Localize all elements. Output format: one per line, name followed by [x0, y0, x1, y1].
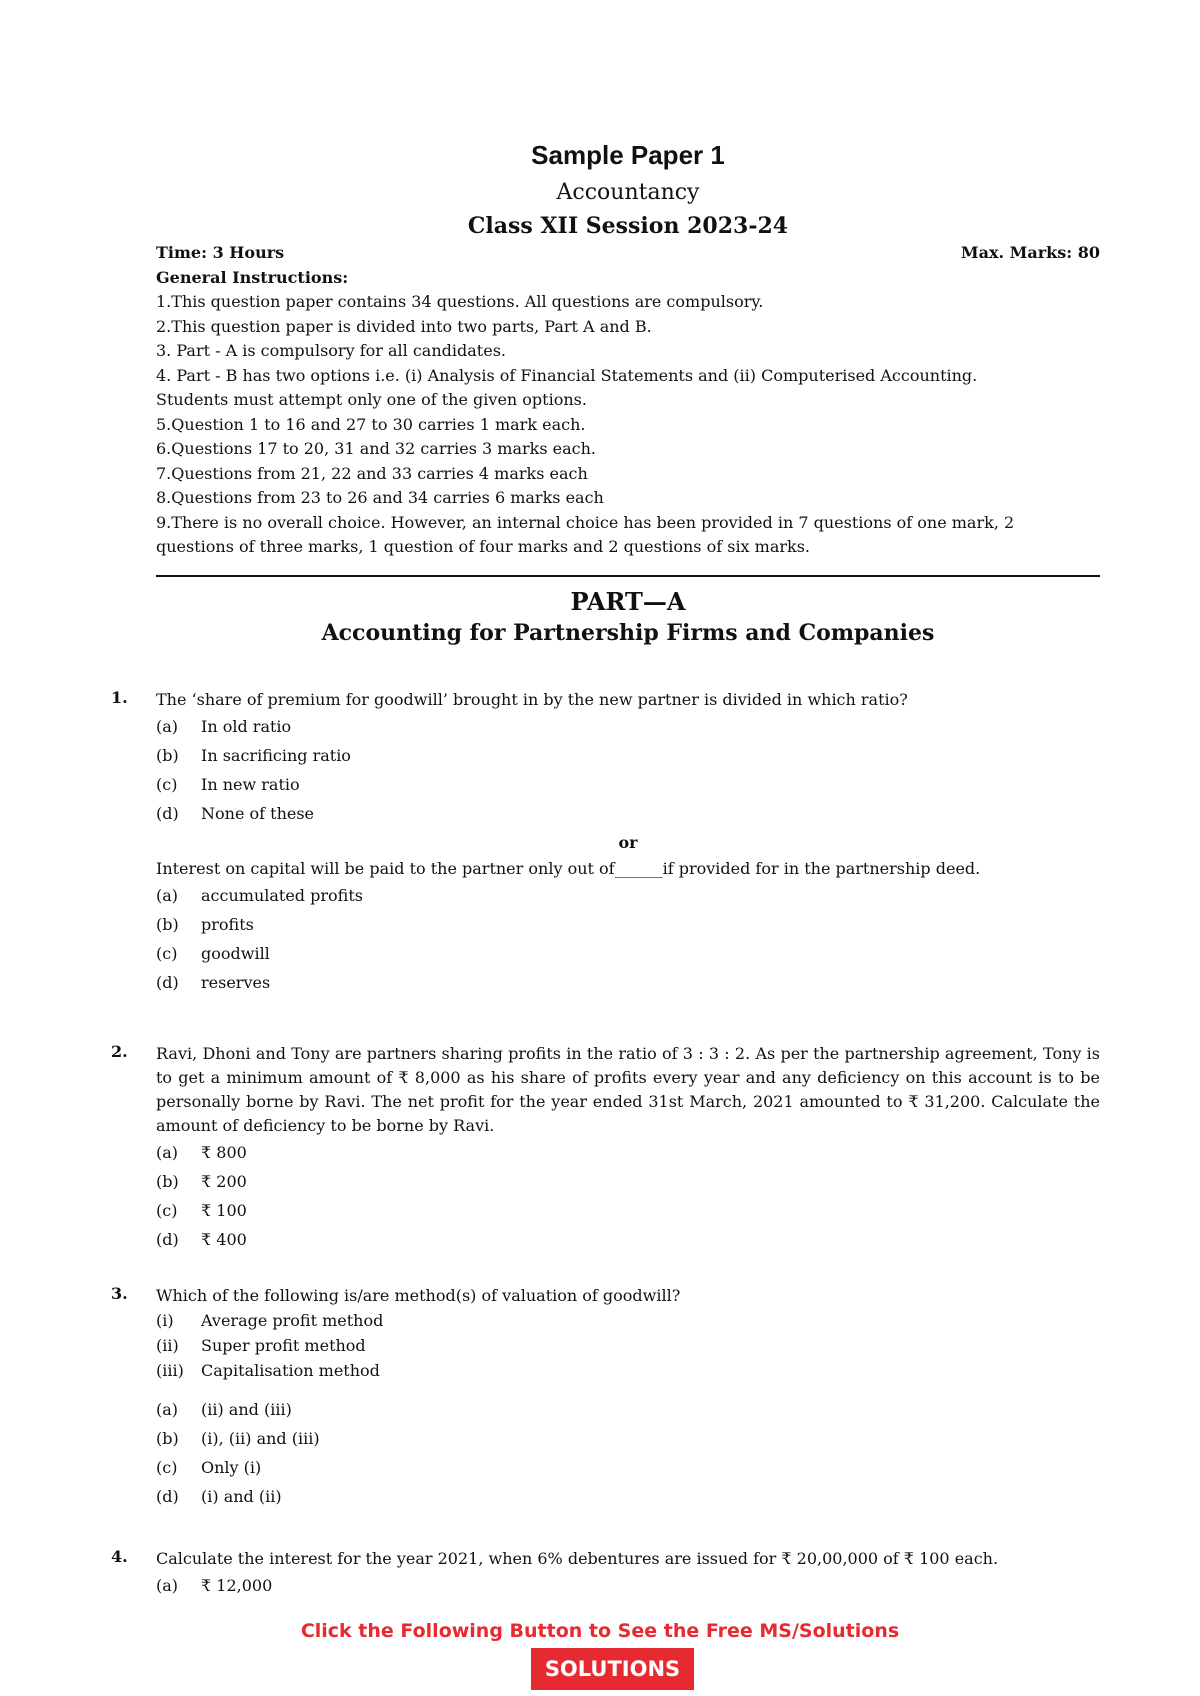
- option-text: goodwill: [201, 944, 270, 963]
- item-i: [156, 1308, 1100, 1333]
- question-number: 2.: [111, 1042, 128, 1061]
- option-label: (b): [156, 915, 179, 934]
- option-label: (a): [156, 1576, 179, 1595]
- option-label: (b): [156, 1429, 179, 1448]
- option-label: (a): [156, 717, 179, 736]
- question-text: The ‘share of premium for goodwill’ brought in by the new partner is divided in which ratio?: [156, 690, 908, 709]
- option-label: (d): [156, 1230, 179, 1249]
- option-label: (c): [156, 1201, 178, 1220]
- option-label: (a): [156, 1143, 179, 1162]
- question-3: [111, 1284, 1100, 1511]
- option-text: In new ratio: [201, 775, 300, 794]
- instruction-item: 1.This question paper contains 34 questions. All questions are compulsory.: [156, 292, 764, 311]
- option-c: [156, 770, 1100, 799]
- option-text: accumulated profits: [201, 886, 363, 905]
- option-label: (a): [156, 1400, 179, 1419]
- instruction-item: 2.This question paper is divided into two parts, Part A and B.: [156, 316, 652, 336]
- question-text: Ravi, Dhoni and Tony are partners sharing profits in the ratio of 3 : 3 : 2. As per the partnership agreement, Tony is to get a minimum amount of ₹ 8,000 as his share of profits every year and any deficiency on this account is to be personally borne by Ravi. The net profit for the year ended 31st March, 2021 amounted to ₹ 31,200. Calculate the amount of deficiency to be borne by Ravi.: [156, 1044, 1100, 1135]
- option-b: [156, 741, 1100, 770]
- option-a: [156, 1395, 1100, 1424]
- alt-option-d: [156, 968, 1100, 997]
- solutions-button[interactable]: SOLUTIONS: [531, 1648, 694, 1690]
- question-number: 4.: [111, 1547, 128, 1566]
- instructions-heading: General Instructions:: [156, 268, 349, 287]
- question-4: [111, 1547, 1100, 1600]
- option-c: [156, 1453, 1100, 1482]
- option-text: (ii) and (iii): [201, 1400, 292, 1419]
- item-ii: [156, 1333, 1100, 1358]
- option-label: (d): [156, 1487, 179, 1506]
- part-title: PART—A: [570, 587, 686, 616]
- item-text: Super profit method: [201, 1336, 366, 1355]
- option-label: (a): [156, 886, 179, 905]
- question-number: 1.: [111, 688, 128, 707]
- option-b: [156, 1167, 1100, 1196]
- instructions-list: [156, 290, 1100, 560]
- option-c: [156, 1196, 1100, 1225]
- question-text: Calculate the interest for the year 2021, when 6% debentures are issued for ₹ 20,00,000 of ₹ 100 each.: [156, 1549, 999, 1568]
- option-text: reserves: [201, 973, 271, 992]
- instruction-item: 8.Questions from 23 to 26 and 34 carries 6 marks each: [156, 488, 604, 507]
- option-text: ₹ 200: [201, 1172, 247, 1191]
- class-session: Class XII Session 2023-24: [467, 213, 789, 239]
- option-text: In old ratio: [201, 717, 292, 736]
- alt-option-c: [156, 939, 1100, 968]
- option-d: [156, 1482, 1100, 1511]
- instruction-item: 5.Question 1 to 16 and 27 to 30 carries 1 mark each.: [156, 414, 586, 434]
- option-label: (c): [156, 1458, 178, 1477]
- item-label: (i): [156, 1311, 174, 1330]
- item-iii: [156, 1358, 1100, 1383]
- or-divider: or: [618, 833, 638, 852]
- option-a: [156, 712, 1100, 741]
- item-label: (iii): [156, 1361, 184, 1380]
- question-1: [111, 688, 1100, 997]
- instruction-item: 3. Part - A is compulsory for all candidates.: [156, 341, 506, 360]
- part-subtitle: Accounting for Partnership Firms and Companies: [321, 620, 935, 646]
- subject-name: Accountancy: [556, 180, 700, 205]
- option-a: [156, 1138, 1100, 1167]
- item-label: (ii): [156, 1336, 179, 1355]
- option-label: (d): [156, 804, 179, 823]
- option-text: profits: [201, 915, 254, 934]
- option-text: ₹ 12,000: [201, 1576, 273, 1595]
- option-text: (i) and (ii): [201, 1487, 282, 1506]
- alternate-question-text: Interest on capital will be paid to the partner only out of______if provided for in the partnership deed.: [156, 859, 981, 878]
- alt-option-b: [156, 910, 1100, 939]
- option-text: ₹ 400: [201, 1230, 247, 1249]
- option-text: Only (i): [201, 1458, 262, 1477]
- instruction-item: 6.Questions 17 to 20, 31 and 32 carries 3 marks each.: [156, 439, 596, 458]
- option-text: ₹ 100: [201, 1201, 247, 1220]
- option-a: [156, 1571, 1100, 1600]
- option-text: In sacrificing ratio: [201, 746, 351, 765]
- section-divider: [156, 575, 1100, 577]
- paper-title: Sample Paper 1: [531, 140, 725, 170]
- item-text: Capitalisation method: [201, 1361, 380, 1380]
- question-2: [111, 1042, 1100, 1254]
- instruction-item: questions of three marks, 1 question of four marks and 2 questions of six marks.: [156, 537, 811, 556]
- option-text: None of these: [201, 804, 315, 823]
- question-text: Which of the following is/are method(s) of valuation of goodwill?: [156, 1286, 681, 1305]
- alt-option-a: [156, 881, 1100, 910]
- max-marks: Max. Marks: 80: [960, 243, 1100, 262]
- option-label: (b): [156, 746, 179, 765]
- option-d: [156, 799, 1100, 828]
- question-number: 3.: [111, 1284, 128, 1303]
- instruction-item: Students must attempt only one of the given options.: [156, 390, 587, 409]
- option-label: (b): [156, 1172, 179, 1191]
- item-text: Average profit method: [201, 1311, 384, 1330]
- instruction-item: 7.Questions from 21, 22 and 33 carries 4 marks each: [156, 463, 588, 483]
- option-text: ₹ 800: [201, 1143, 247, 1162]
- option-label: (c): [156, 775, 178, 794]
- solutions-cta-text: Click the Following Button to See the Free MS/Solutions: [300, 1620, 900, 1642]
- option-text: (i), (ii) and (iii): [201, 1429, 320, 1448]
- option-label: (d): [156, 973, 179, 992]
- instruction-item: 9.There is no overall choice. However, an internal choice has been provided in 7 questions of one mark, 2: [156, 512, 1015, 532]
- instruction-item: 4. Part - B has two options i.e. (i) Analysis of Financial Statements and (ii) Computerised Accounting.: [156, 365, 978, 385]
- option-b: [156, 1424, 1100, 1453]
- option-label: (c): [156, 944, 178, 963]
- time-allowed: Time: 3 Hours: [156, 243, 285, 262]
- option-d: [156, 1225, 1100, 1254]
